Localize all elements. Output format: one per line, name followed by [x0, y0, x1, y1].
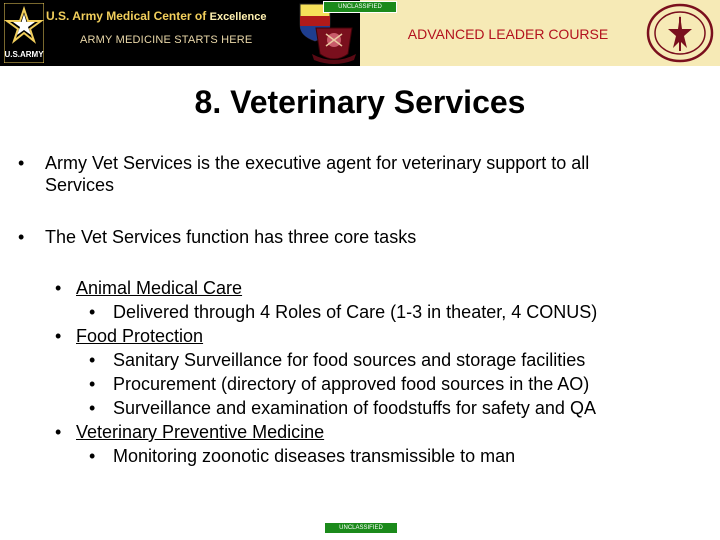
bullet-text-continued: Services — [45, 175, 115, 195]
task-detail: Procurement (directory of approved food sources in the AO) — [113, 374, 590, 394]
bullet-text: The Vet Services function has three core tasks — [45, 227, 417, 247]
classification-banner-top: UNCLASSIFIED — [323, 1, 397, 13]
tagline: ARMY MEDICINE STARTS HERE — [80, 34, 253, 46]
task-detail: Delivered through 4 Roles of Care (1-3 in theater, 4 CONUS) — [113, 302, 598, 322]
detail-bullet-dot: • — [89, 374, 96, 394]
task-label-veterinary-preventive-medicine: Veterinary Preventive Medicine — [76, 422, 325, 442]
bullet-text: Army Vet Services is the executive agent for veterinary support to all — [45, 153, 590, 173]
task-label-food-protection: Food Protection — [76, 326, 204, 346]
svg-text:U.S.ARMY: U.S.ARMY — [4, 50, 44, 59]
detail-bullet-dot: • — [89, 302, 96, 322]
center-name: U.S. Army Medical Center of Excellence — [46, 9, 267, 23]
slide-title: 8. Veterinary Services — [194, 84, 526, 120]
bullet-dot: • — [18, 153, 25, 173]
course-title: ADVANCED LEADER COURSE — [407, 26, 609, 42]
task-detail: Monitoring zoonotic diseases transmissible to man — [113, 446, 516, 466]
task-detail: Sanitary Surveillance for food sources and storage facilities — [113, 350, 586, 370]
detail-bullet-dot: • — [89, 446, 96, 466]
detail-bullet-dot: • — [89, 398, 96, 418]
classification-banner-bottom: UNCLASSIFIED — [324, 522, 398, 534]
sub-bullet-dot: • — [55, 422, 62, 442]
task-label-animal-medical-care: Animal Medical Care — [76, 278, 243, 298]
sub-bullet-dot: • — [55, 278, 62, 298]
sub-bullet-dot: • — [55, 326, 62, 346]
detail-bullet-dot: • — [89, 350, 96, 370]
bullet-dot: • — [18, 227, 25, 247]
task-detail: Surveillance and examination of foodstuffs for safety and QA — [113, 398, 596, 418]
